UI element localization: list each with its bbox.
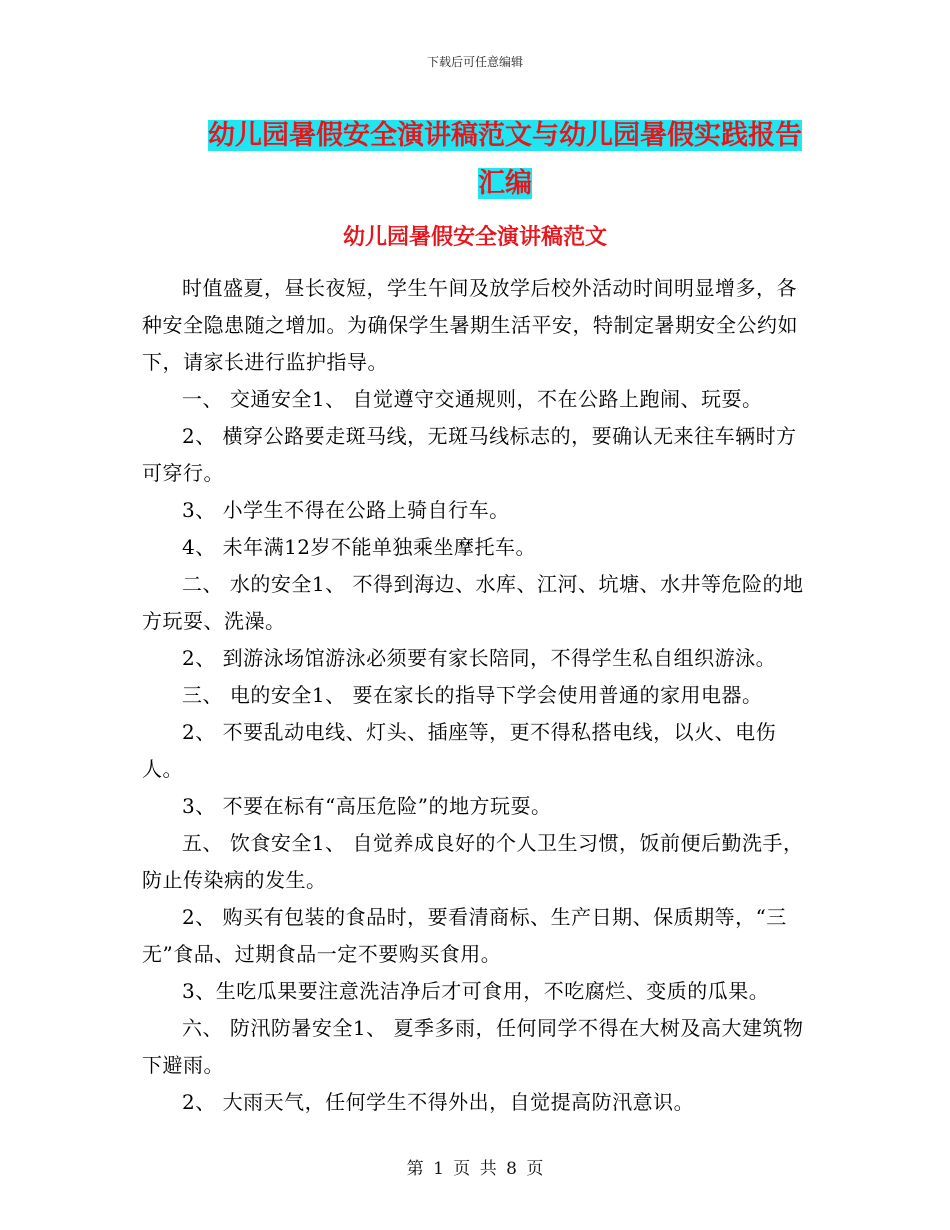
paragraph: 2、 不要乱动电线、灯头、插座等，更不得私搭电线，以火、电伤人。: [142, 720, 777, 781]
paragraph: 一、 交通安全1、 自觉遵守交通规则，不在公路上跑闹、玩耍。: [182, 387, 763, 411]
paragraph: 2、 横穿公路要走斑马线，无斑马线标志的，要确认无来往车辆时方可穿行。: [142, 424, 797, 485]
paragraph: 六、 防汛防暑安全1、 夏季多雨，任何同学不得在大树及高大建筑物下避雨。: [142, 1016, 804, 1077]
paragraph: 时值盛夏，昼长夜短，学生午间及放学后校外活动时间明显增多，各种安全隐患随之增加。为确保学生暑期生活平安，特制定暑期安全公约如下，请家长进行监护指导。: [142, 276, 798, 374]
document-body: [142, 270, 814, 1121]
paragraph: 3、 小学生不得在公路上骑自行车。: [182, 498, 510, 522]
section-title: 幼儿园暑假安全演讲稿范文: [342, 224, 607, 250]
paragraph: 3、生吃瓜果要注意洗洁净后才可食用，不吃腐烂、变质的瓜果。: [182, 979, 770, 1003]
header-note: 下载后可任意编辑: [426, 55, 523, 69]
paragraph: 二、 水的安全1、 不得到海边、水库、江河、坑塘、水井等危险的地方玩耍、洗澡。: [142, 572, 804, 633]
paragraph: 2、 购买有包装的食品时，要看清商标、生产日期、保质期等，“三无”食品、过期食品一定不要购买食用。: [142, 905, 787, 966]
paragraph: 三、 电的安全1、 要在家长的指导下学会使用普通的家用电器。: [182, 683, 763, 707]
paragraph: 2、 到游泳场馆游泳必须要有家长陪同，不得学生私自组织游泳。: [182, 646, 777, 670]
document-title-text: 幼儿园暑假安全演讲稿范文与幼儿园暑假实践报告汇编: [208, 120, 802, 199]
paragraph: 4、 未年满12岁不能单独乘坐摩托车。: [182, 535, 537, 559]
document-title: [195, 112, 815, 208]
page-number: 第 1 页 共 8 页: [406, 1159, 544, 1179]
paragraph: 五、 饮食安全1、 自觉养成良好的个人卫生习惯，饭前便后勤洗手，防止传染病的发生。: [142, 831, 804, 892]
paragraph: 3、 不要在标有“高压危险”的地方玩耍。: [182, 794, 552, 818]
paragraph: 2、 大雨天气，任何学生不得外出，自觉提高防汛意识。: [182, 1090, 695, 1114]
